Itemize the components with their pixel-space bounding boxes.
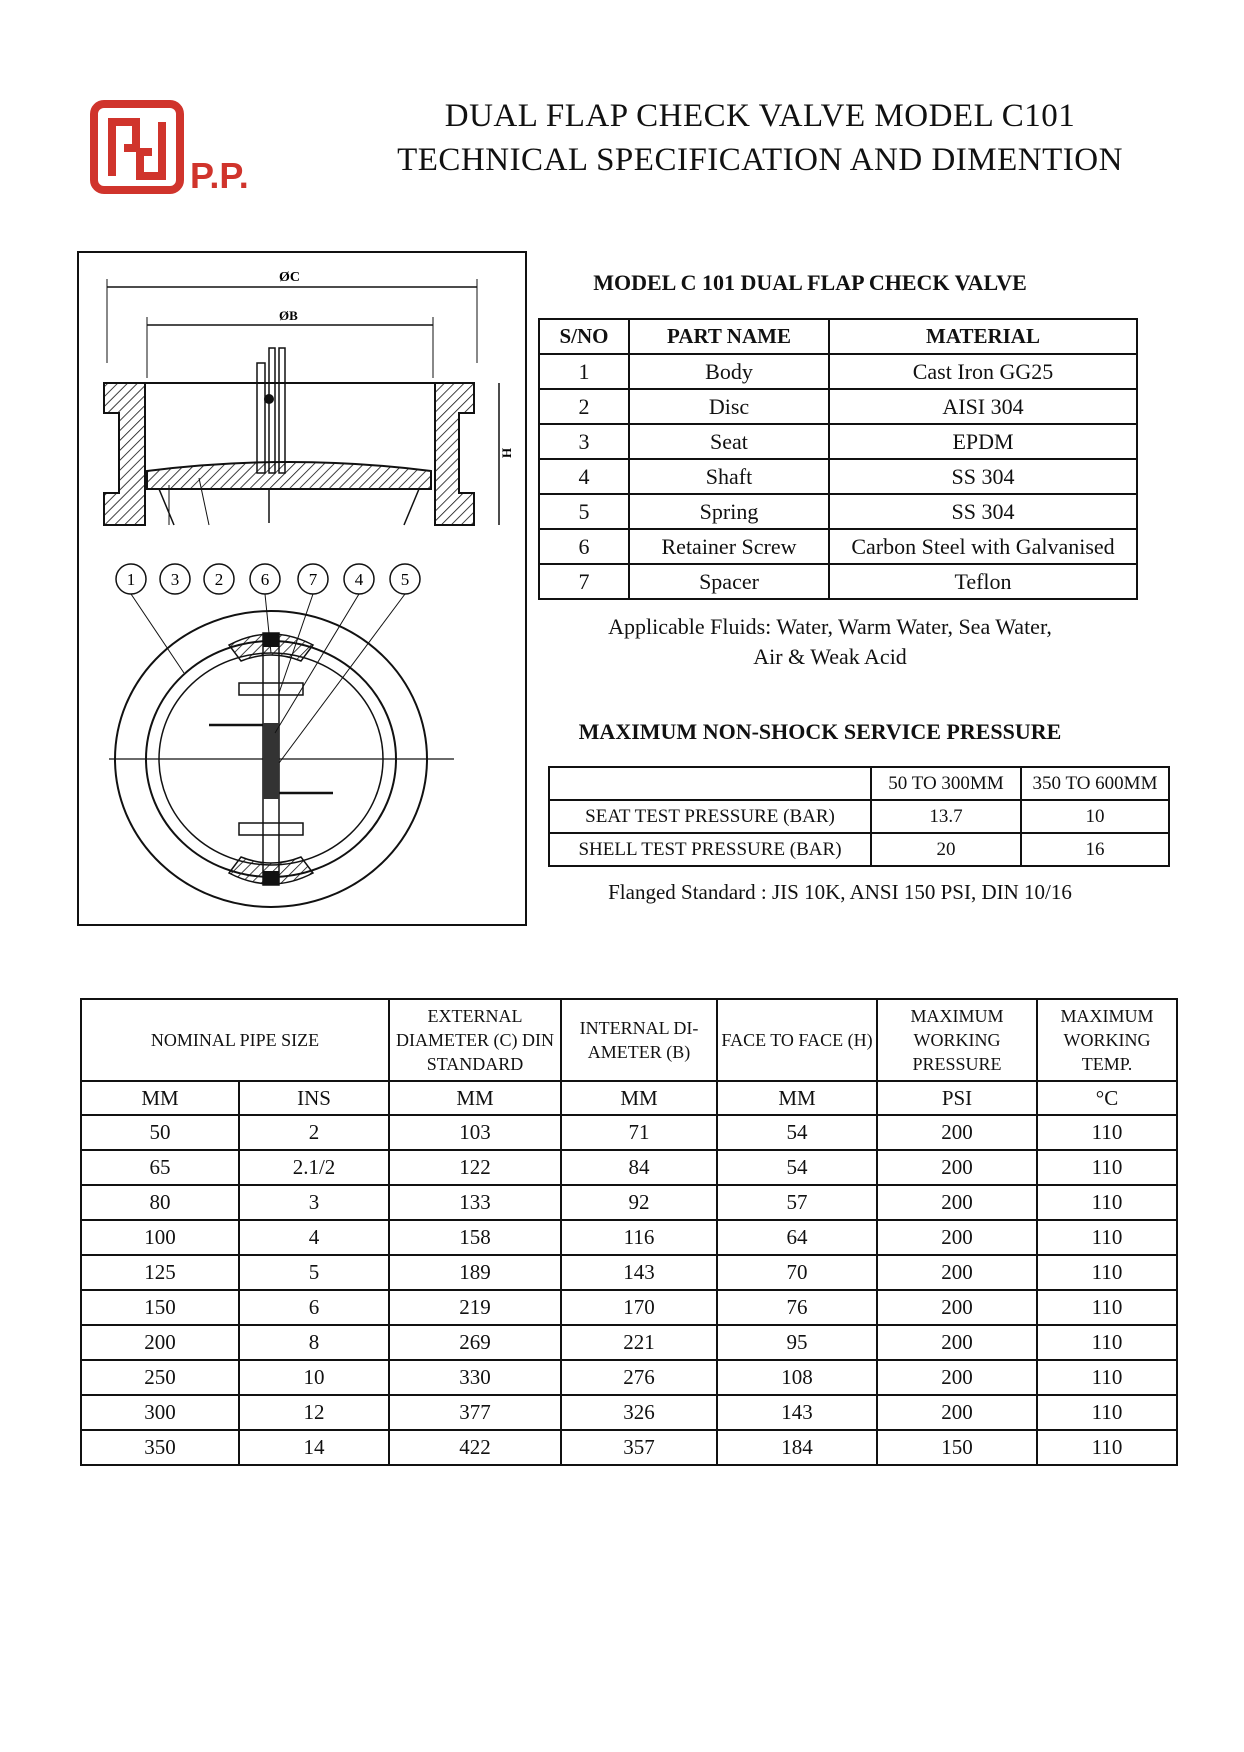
unit-cell: PSI <box>877 1081 1037 1115</box>
table-cell: 300 <box>81 1395 239 1430</box>
column-header: INTERNAL DI- AMETER (B) <box>561 999 717 1081</box>
flanged-standard: Flanged Standard : JIS 10K, ANSI 150 PSI, DIN 10/16 <box>608 880 1072 904</box>
table-header-row <box>81 999 1177 1081</box>
callout-5: 5 <box>400 570 410 589</box>
table-cell: 350 <box>81 1430 239 1465</box>
table-cell: Spring <box>629 494 829 529</box>
column-header: 50 TO 300MM <box>871 767 1021 800</box>
callout-7: 7 <box>308 570 318 589</box>
callout-4: 4 <box>354 570 364 589</box>
column-header: MATERIAL <box>829 319 1137 354</box>
table-cell: 4 <box>239 1220 389 1255</box>
table-cell: 150 <box>81 1290 239 1325</box>
table-cell: 116 <box>561 1220 717 1255</box>
table-cell: 219 <box>389 1290 561 1325</box>
table-cell: 84 <box>561 1150 717 1185</box>
table-cell: 110 <box>1037 1290 1177 1325</box>
table-cell: 1 <box>539 354 629 389</box>
table-cell: 170 <box>561 1290 717 1325</box>
table-cell: 2.1/2 <box>239 1150 389 1185</box>
table-cell: 2 <box>239 1115 389 1150</box>
table-cell: 330 <box>389 1360 561 1395</box>
document-title-line2: TECHNICAL SPECIFICATION AND DIMENTION <box>397 142 1123 178</box>
table-cell: 276 <box>561 1360 717 1395</box>
table-header-row <box>549 767 1169 800</box>
table-row <box>81 1395 1177 1430</box>
table-cell: 95 <box>717 1325 877 1360</box>
unit-cell: MM <box>561 1081 717 1115</box>
dimension-c-label: ØC <box>279 270 300 285</box>
table-cell: 3 <box>539 424 629 459</box>
table-cell: 80 <box>81 1185 239 1220</box>
size-rows <box>81 1115 1177 1465</box>
table-cell: 108 <box>717 1360 877 1395</box>
table-cell: 103 <box>389 1115 561 1150</box>
table-cell: 71 <box>561 1115 717 1150</box>
callout-6: 6 <box>260 570 270 589</box>
fluids-line1: Applicable Fluids: Water, Warm Water, Sea Water, <box>608 614 1052 639</box>
table-cell: Spacer <box>629 564 829 599</box>
table-cell: 122 <box>389 1150 561 1185</box>
table-cell: 12 <box>239 1395 389 1430</box>
table-cell: 200 <box>877 1220 1037 1255</box>
logo-text: P.P. <box>190 155 249 196</box>
table-cell: 143 <box>717 1395 877 1430</box>
table-cell: SHELL TEST PRESSURE (BAR) <box>549 833 871 866</box>
column-header: MAXIMUM WORKING PRESSURE <box>877 999 1037 1081</box>
table-row <box>539 424 1137 459</box>
table-cell: Disc <box>629 389 829 424</box>
table-cell: 184 <box>717 1430 877 1465</box>
table-cell: 110 <box>1037 1185 1177 1220</box>
table-cell: 3 <box>239 1185 389 1220</box>
table-cell: 200 <box>877 1150 1037 1185</box>
table-cell: 4 <box>539 459 629 494</box>
table-cell: 54 <box>717 1115 877 1150</box>
table-cell: 110 <box>1037 1395 1177 1430</box>
table-cell: 8 <box>239 1325 389 1360</box>
table-cell: 2 <box>539 389 629 424</box>
table-row <box>81 1115 1177 1150</box>
table-row <box>539 459 1137 494</box>
table-cell: 422 <box>389 1430 561 1465</box>
table-cell: 357 <box>561 1430 717 1465</box>
table-cell: 189 <box>389 1255 561 1290</box>
table-cell: 200 <box>877 1325 1037 1360</box>
table-row <box>81 1255 1177 1290</box>
table-cell: 6 <box>239 1290 389 1325</box>
column-header: S/NO <box>539 319 629 354</box>
table-cell: Seat <box>629 424 829 459</box>
table-cell: 200 <box>877 1115 1037 1150</box>
column-header: NOMINAL PIPE SIZE <box>81 999 389 1081</box>
table-row <box>539 564 1137 599</box>
unit-cell: MM <box>389 1081 561 1115</box>
fluids-line2: Air & Weak Acid <box>753 644 907 669</box>
callout-2: 2 <box>214 570 224 589</box>
table-row <box>81 1430 1177 1465</box>
table-cell: 14 <box>239 1430 389 1465</box>
table-cell: 7 <box>539 564 629 599</box>
table-cell: 110 <box>1037 1360 1177 1395</box>
unit-cell: °C <box>1037 1081 1177 1115</box>
size-table <box>80 998 1178 1466</box>
table-cell: 110 <box>1037 1220 1177 1255</box>
pressure-table <box>548 766 1170 867</box>
unit-cell: MM <box>717 1081 877 1115</box>
table-row <box>539 389 1137 424</box>
table-cell: 110 <box>1037 1325 1177 1360</box>
table-row <box>81 1290 1177 1325</box>
dimension-h-label: H <box>499 447 514 458</box>
column-header: 350 TO 600MM <box>1021 767 1169 800</box>
table-cell: 377 <box>389 1395 561 1430</box>
table-cell: 110 <box>1037 1115 1177 1150</box>
pressure-heading: MAXIMUM NON-SHOCK SERVICE PRESSURE <box>578 719 1062 744</box>
table-cell: Cast Iron GG25 <box>829 354 1137 389</box>
table-cell: 5 <box>239 1255 389 1290</box>
table-cell: 20 <box>871 833 1021 866</box>
table-cell: 5 <box>539 494 629 529</box>
table-cell: 125 <box>81 1255 239 1290</box>
table-cell: 150 <box>877 1430 1037 1465</box>
table-cell: SS 304 <box>829 494 1137 529</box>
table-cell: 110 <box>1037 1430 1177 1465</box>
callout-1: 1 <box>126 570 136 589</box>
table-cell: SS 304 <box>829 459 1137 494</box>
table-cell: 6 <box>539 529 629 564</box>
table-row <box>81 1220 1177 1255</box>
table-cell: 221 <box>561 1325 717 1360</box>
table-cell: 326 <box>561 1395 717 1430</box>
parts-table <box>538 318 1138 600</box>
company-logo <box>90 100 300 200</box>
table-cell: 13.7 <box>871 800 1021 833</box>
table-cell: 200 <box>877 1360 1037 1395</box>
table-row <box>539 494 1137 529</box>
table-cell: 100 <box>81 1220 239 1255</box>
table-cell: 64 <box>717 1220 877 1255</box>
table-cell: 110 <box>1037 1150 1177 1185</box>
unit-cell: INS <box>239 1081 389 1115</box>
table-cell: 158 <box>389 1220 561 1255</box>
table-cell: Teflon <box>829 564 1137 599</box>
table-cell: EPDM <box>829 424 1137 459</box>
table-cell: 70 <box>717 1255 877 1290</box>
table-cell: Carbon Steel with Galvanised <box>829 529 1137 564</box>
table-cell: 50 <box>81 1115 239 1150</box>
table-cell: 10 <box>1021 800 1169 833</box>
table-row <box>549 833 1169 866</box>
document-title-line1: DUAL FLAP CHECK VALVE MODEL C101 <box>444 98 1076 134</box>
parts-heading: MODEL C 101 DUAL FLAP CHECK VALVE <box>593 270 1027 295</box>
units-row <box>81 1081 1177 1115</box>
column-header: PART NAME <box>629 319 829 354</box>
table-cell: 250 <box>81 1360 239 1395</box>
table-cell <box>549 767 871 800</box>
valve-drawing <box>77 251 527 926</box>
table-row <box>81 1360 1177 1395</box>
table-cell: 57 <box>717 1185 877 1220</box>
table-cell: 133 <box>389 1185 561 1220</box>
table-cell: 16 <box>1021 833 1169 866</box>
table-row <box>81 1325 1177 1360</box>
callout-3: 3 <box>170 570 180 589</box>
table-cell: Retainer Screw <box>629 529 829 564</box>
table-row <box>81 1185 1177 1220</box>
applicable-fluids <box>560 612 1100 672</box>
table-cell: 76 <box>717 1290 877 1325</box>
column-header: FACE TO FACE (H) <box>717 999 877 1081</box>
column-header: EXTERNAL DIAMETER (C) DIN STANDARD <box>389 999 561 1081</box>
table-cell: 200 <box>877 1185 1037 1220</box>
table-cell: 200 <box>877 1255 1037 1290</box>
table-row <box>549 800 1169 833</box>
table-cell: AISI 304 <box>829 389 1137 424</box>
dimension-b-label: ØB <box>279 308 298 323</box>
table-cell: 200 <box>81 1325 239 1360</box>
unit-cell: MM <box>81 1081 239 1115</box>
table-cell: 54 <box>717 1150 877 1185</box>
table-row <box>81 1150 1177 1185</box>
table-cell: 143 <box>561 1255 717 1290</box>
column-header: MAXIMUM WORKING TEMP. <box>1037 999 1177 1081</box>
table-cell: SEAT TEST PRESSURE (BAR) <box>549 800 871 833</box>
table-cell: 110 <box>1037 1255 1177 1290</box>
table-header-row <box>539 319 1137 354</box>
table-cell: 65 <box>81 1150 239 1185</box>
table-cell: Shaft <box>629 459 829 494</box>
table-cell: 200 <box>877 1290 1037 1325</box>
table-cell: 10 <box>239 1360 389 1395</box>
table-cell: 269 <box>389 1325 561 1360</box>
table-row <box>539 354 1137 389</box>
table-row <box>539 529 1137 564</box>
table-cell: 92 <box>561 1185 717 1220</box>
table-cell: 200 <box>877 1395 1037 1430</box>
table-cell: Body <box>629 354 829 389</box>
